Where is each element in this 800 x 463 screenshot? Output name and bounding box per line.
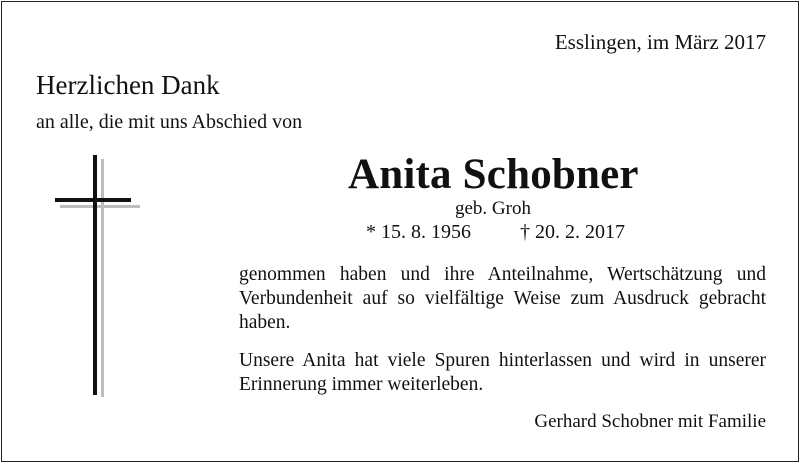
- cross-shadow-horizontal: [60, 205, 140, 208]
- deceased-name: Anita Schobner: [348, 151, 639, 198]
- thanks-title: Herzlichen Dank: [36, 70, 220, 100]
- maiden-name: geb. Groh: [455, 198, 531, 219]
- birth-date: * 15. 8. 1956: [366, 221, 471, 243]
- thanks-paragraph: genommen haben und ihre Anteilnahme, Wertschätzung und Verbundenheit auf so vielfältige Weise zum Ausdruck gebracht haben.: [239, 264, 766, 333]
- thanks-line: an alle, die mit uns Abschied von: [36, 111, 303, 133]
- signature: Gerhard Schobner mit Familie: [534, 411, 766, 432]
- cross-shadow-vertical: [101, 159, 104, 397]
- cross-icon: [55, 155, 145, 400]
- death-date: † 20. 2. 2017: [520, 221, 625, 243]
- cross-vertical-bar: [93, 155, 97, 395]
- place-date: Esslingen, im März 2017: [554, 30, 766, 54]
- cross-horizontal-bar: [55, 198, 131, 202]
- memory-paragraph: Unsere Anita hat viele Spuren hinterlassen und wird in unserer Erinnerung immer weiterleben.: [239, 350, 766, 395]
